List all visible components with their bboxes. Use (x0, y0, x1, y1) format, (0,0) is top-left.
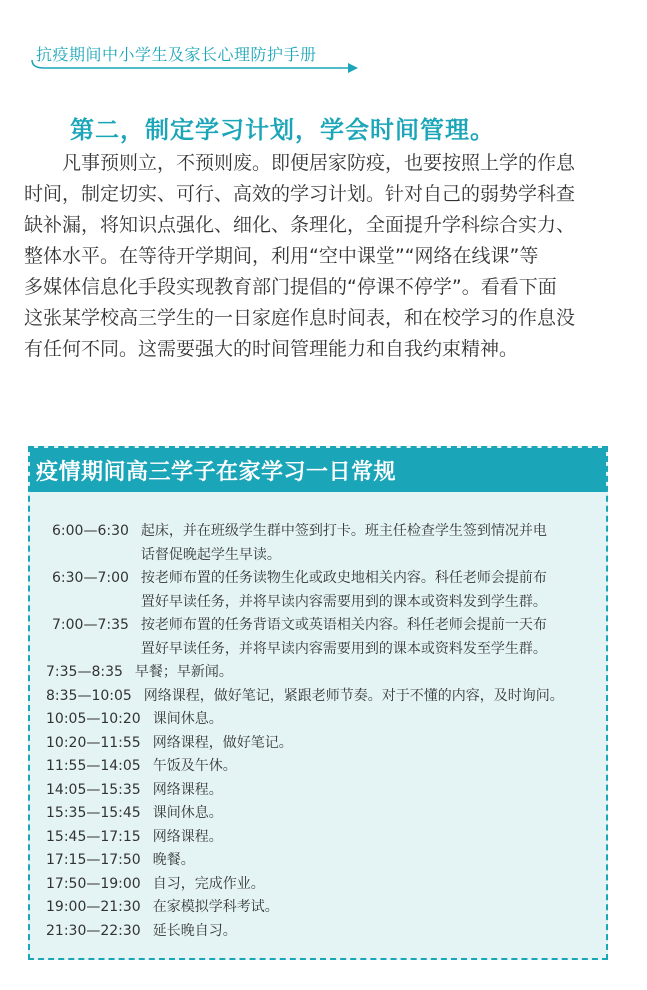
schedule-desc-line: 按老师布置的任务背语文或英语相关内容。科任老师会提前一天布 (140, 617, 547, 633)
intro-line: 有任何不同。这需要强大的时间管理能力和自我约束精神。 (24, 338, 519, 360)
schedule-desc (153, 873, 265, 897)
schedule-desc-line: 网络课程，做好笔记，紧跟老师节奏。对于不懂的内容，及时询问。 (143, 687, 564, 704)
schedule-row (46, 849, 608, 873)
intro-line: 多媒体信息化手段实现教育部门提倡的“停课不停学”。看看下面 (24, 276, 557, 298)
schedule-desc-line: 置好早读任务，并将早读内容需要用到的课本或资料发至学生群。 (140, 640, 547, 657)
schedule-time: 8:35—10:05 (46, 687, 132, 704)
section-title: 第二，制定学习计划，学会时间管理。 (70, 116, 495, 144)
schedule-time: 17:15—17:50 (46, 852, 141, 868)
schedule-desc (153, 732, 293, 756)
schedule-time: 14:05—15:35 (46, 781, 141, 798)
schedule-row (46, 661, 608, 685)
schedule-desc (153, 826, 223, 850)
schedule-desc (153, 920, 237, 944)
schedule-row (46, 614, 608, 661)
schedule-desc-line: 晚餐。 (152, 852, 195, 868)
intro-line: 时间，制定切实、可行、高效的学习计划。针对自己的弱势学科查 (24, 183, 576, 205)
schedule-desc (141, 520, 547, 567)
schedule-desc (153, 755, 237, 779)
header-label: 抗疫期间中小学生及家长心理防护手册 (36, 45, 317, 64)
intro-line: 整体水平。在等待开学期间，利用“空中课堂”“网络在线课”等 (24, 245, 539, 267)
schedule-desc (153, 849, 195, 873)
schedule-time: 7:35—8:35 (46, 664, 123, 680)
schedule-time: 6:30—7:00 (52, 570, 129, 586)
schedule-row (46, 755, 608, 779)
schedule-row (46, 732, 608, 756)
schedule-desc-line: 网络课程，做好笔记。 (152, 734, 293, 751)
schedule-time: 7:00—7:35 (52, 617, 129, 633)
schedule-desc (153, 896, 279, 920)
schedule-desc-line: 置好早读任务，并将早读内容需要用到的课本或资料发到学生群。 (140, 593, 547, 610)
schedule-time: 6:00—6:30 (52, 523, 129, 539)
schedule-row (46, 826, 608, 850)
intro-line: 缺补漏，将知识点强化、细化、条理化，全面提升学科综合实力、 (24, 214, 576, 236)
schedule-row (46, 685, 608, 709)
schedule-row (46, 567, 608, 614)
schedule-desc-line: 网络课程。 (152, 828, 223, 845)
schedule-box-header (30, 448, 606, 492)
intro-paragraph (24, 148, 620, 365)
schedule-row (46, 873, 608, 897)
schedule-row (46, 896, 608, 920)
schedule-desc (153, 779, 223, 803)
schedule-desc (153, 802, 223, 826)
schedule-desc-line: 网络课程。 (152, 781, 223, 798)
schedule-row (46, 779, 608, 803)
schedule-box-title: 疫情期间高三学子在家学习一日常规 (36, 460, 397, 485)
schedule-time: 15:45—17:15 (46, 828, 141, 845)
schedule-row (46, 920, 608, 944)
schedule-list (46, 520, 608, 943)
schedule-desc (141, 614, 547, 661)
schedule-desc-line: 午饭及午休。 (152, 758, 237, 774)
schedule-time: 15:35—15:45 (46, 805, 141, 821)
schedule-desc (141, 567, 547, 614)
schedule-row (46, 708, 608, 732)
schedule-desc (144, 685, 564, 709)
schedule-desc-line: 起床，并在班级学生群中签到打卡。班主任检查学生签到情况并电 (140, 523, 547, 539)
schedule-desc-line: 延长晚自习。 (152, 922, 237, 939)
schedule-desc-line: 课间休息。 (152, 805, 223, 821)
schedule-time: 17:50—19:00 (46, 875, 141, 892)
schedule-desc-line: 按老师布置的任务读物生化或政史地相关内容。科任老师会提前布 (140, 570, 547, 586)
schedule-desc-line: 话督促晚起学生早读。 (140, 546, 281, 563)
schedule-time: 21:30—22:30 (46, 922, 141, 939)
schedule-desc-line: 课间休息。 (152, 711, 223, 727)
intro-line: 这张某学校高三学生的一日家庭作息时间表，和在校学习的作息没 (24, 307, 576, 329)
schedule-time: 10:20—11:55 (46, 734, 141, 751)
schedule-desc-line: 在家模拟学科考试。 (152, 899, 279, 915)
schedule-desc (135, 661, 233, 685)
schedule-time: 19:00—21:30 (46, 899, 141, 915)
schedule-desc-line: 自习，完成作业。 (152, 875, 265, 892)
schedule-row (46, 802, 608, 826)
header-arrow-rule (30, 58, 360, 80)
schedule-time: 10:05—10:20 (46, 711, 141, 727)
schedule-desc (153, 708, 223, 732)
schedule-desc-line: 早餐；早新闻。 (134, 664, 233, 680)
schedule-row (46, 520, 608, 567)
schedule-time: 11:55—14:05 (46, 758, 141, 774)
schedule-box (28, 446, 608, 960)
intro-line: 凡事预则立，不预则废。即便居家防疫，也要按照上学的作息 (62, 152, 576, 174)
